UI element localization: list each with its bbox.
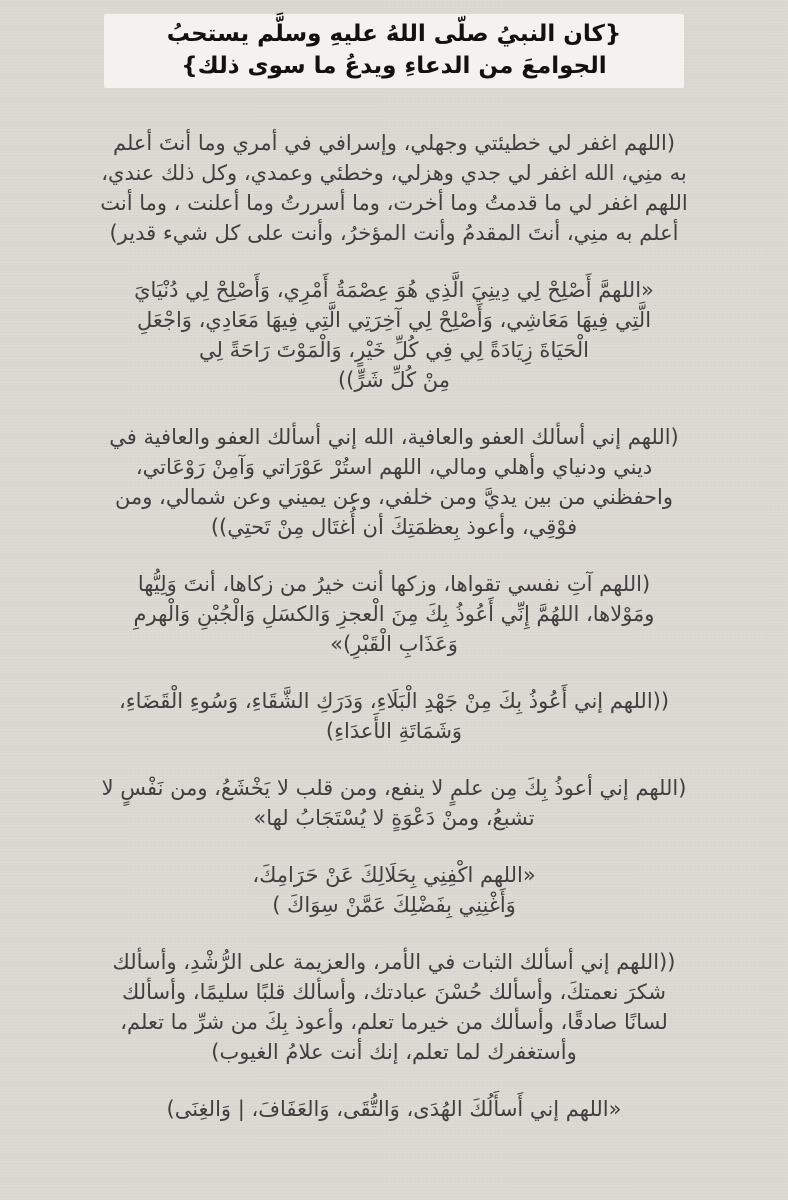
text-line: الْحَيَاةَ زِيَادَةً لِي فِي كُلِّ خَيْرٍ، وَالْمَوْتَ رَاحَةً لِي [199,338,589,362]
dua-paragraph-7 [40,860,748,920]
text-line: «اللهم إني أَسأَلُكَ الهُدَى، وَالتُّقَى، وَالعَفَافَ، | وَالغِنَى) [166,1097,622,1121]
text-line: اللهم اغفر لي ما قدمتُ وما أخرت، وما أسررتُ وما أعلنت ، وما أنت [100,191,688,215]
text-line: «اللهمَّ أَصْلِحْ لِي دِينِيَ الَّذِي هُوَ عِصْمَةُ أَمْرِي، وَأَصْلِحْ لِي دُنْيَايَ [134,278,654,302]
page-title [104,14,684,88]
text-line: وَعَذَابِ الْقَبْرِ)» [330,632,458,656]
dua-paragraph-9 [40,1094,748,1124]
dua-paragraph-3 [40,422,748,542]
dua-paragraph-8 [40,947,748,1067]
text-line: تشبعُ، ومنْ دَعْوَةٍ لا يُسْتَجَابُ لها» [253,806,535,830]
dua-paragraph-5 [40,686,748,746]
dua-paragraph-6 [40,773,748,833]
text-line: وَشَمَاتَةِ الأَعدَاءِ) [325,719,463,743]
text-line: أعلم به منِي، أنتَ المقدمُ وأنت المؤخرُ، وأنت على كل شيء قدير) [109,221,679,245]
text-line: وَأَغْنِنِي بِفَضْلِكَ عَمَّنْ سِوَاكَ ) [272,893,516,917]
text-line: (اللهم اغفر لي خطيئتي وجهلي، وإسرافي في أمري وما أنتَ أعلم [112,131,676,155]
text-line: ديني ودنياي وأهلي ومالي، اللهم استُرْ عَوْرَاتي وَآمِنْ رَوْعَاتي، [135,455,653,479]
title-line-2: الجوامعَ من الدعاءِ ويدعُ ما سوى ذلك} [181,53,607,79]
title-line-1: {كان النبيُ صلّى اللهُ عليهِ وسلَّم يستحبُ [166,21,622,47]
text-line: (اللهم إني أعوذُ بِكَ مِن علمٍ لا ينفع، ومن قلب لا يَخْشَعُ، ومن نَفْسٍ لا [101,776,687,800]
text-line: وأستغفرك لما تعلم، إنك أنت علامُ الغيوب) [211,1040,577,1064]
text-line: ومَوْلاها، اللهُمَّ إِنِّي أَعُوذُ بِكَ مِنَ الْعجزِ وَالكسَلِ وَالْجُبْنِ وَالْهرمِ [133,602,655,626]
text-line: فوْقِي، وأعوذ بِعظمَتِكَ أن أُغتَال مِنْ تَحتِي)) [210,515,578,539]
dua-paragraph-2 [40,275,748,395]
dua-paragraph-4 [40,569,748,659]
text-line: (اللهم آتِ نفسي تقواها، وزكها أنت خيرُ من زكاها، أنتَ وَلِيُّها [137,572,651,596]
text-line: ((اللهم إني أَعُوذُ بِكَ مِنْ جَهْدِ الْبَلَاءِ، وَدَرَكِ الشَّقَاءِ، وَسُوءِ الْقَضَاءِ، [118,689,670,713]
text-line: شكرَ نعمتكَ، وأسألك حُسْنَ عبادتك، وأسألك قلبًا سليمًا، وأسألك [122,980,666,1004]
text-line: ((اللهم إني أسألك الثبات في الأمر، والعزيمة على الرُّشْدِ، وأسألك [112,950,676,974]
text-line: مِنْ كُلِّ شَرٍّ)) [337,368,451,392]
text-line: الَّتِي فِيهَا مَعَاشِي، وَأَصْلِحْ لِي آخِرَتِي الَّتِي فِيهَا مَعَادِي، وَاجْعَلِ [136,308,652,332]
text-line: واحفظني من بين يديَّ ومن خلفي، وعن يميني وعن شمالي، ومن [115,485,673,509]
text-line: «اللهم اكْفِنِي بِحَلَالِكَ عَنْ حَرَامِكَ، [252,863,536,887]
text-line: (اللهم إني أسألك العفو والعافية، الله إني أسألك العفو والعافية في [109,425,679,449]
text-line: به منِي، الله اغفر لي جدي وهزلي، وخطئي وعمدي، وكل ذلك عندي، [101,161,687,185]
dua-paragraph-1 [40,128,748,248]
text-line: لسانًا صادقًا، وأسألك من خيرما تعلم، وأعوذ بِكَ من شرِّ ما تعلم، [120,1010,668,1034]
